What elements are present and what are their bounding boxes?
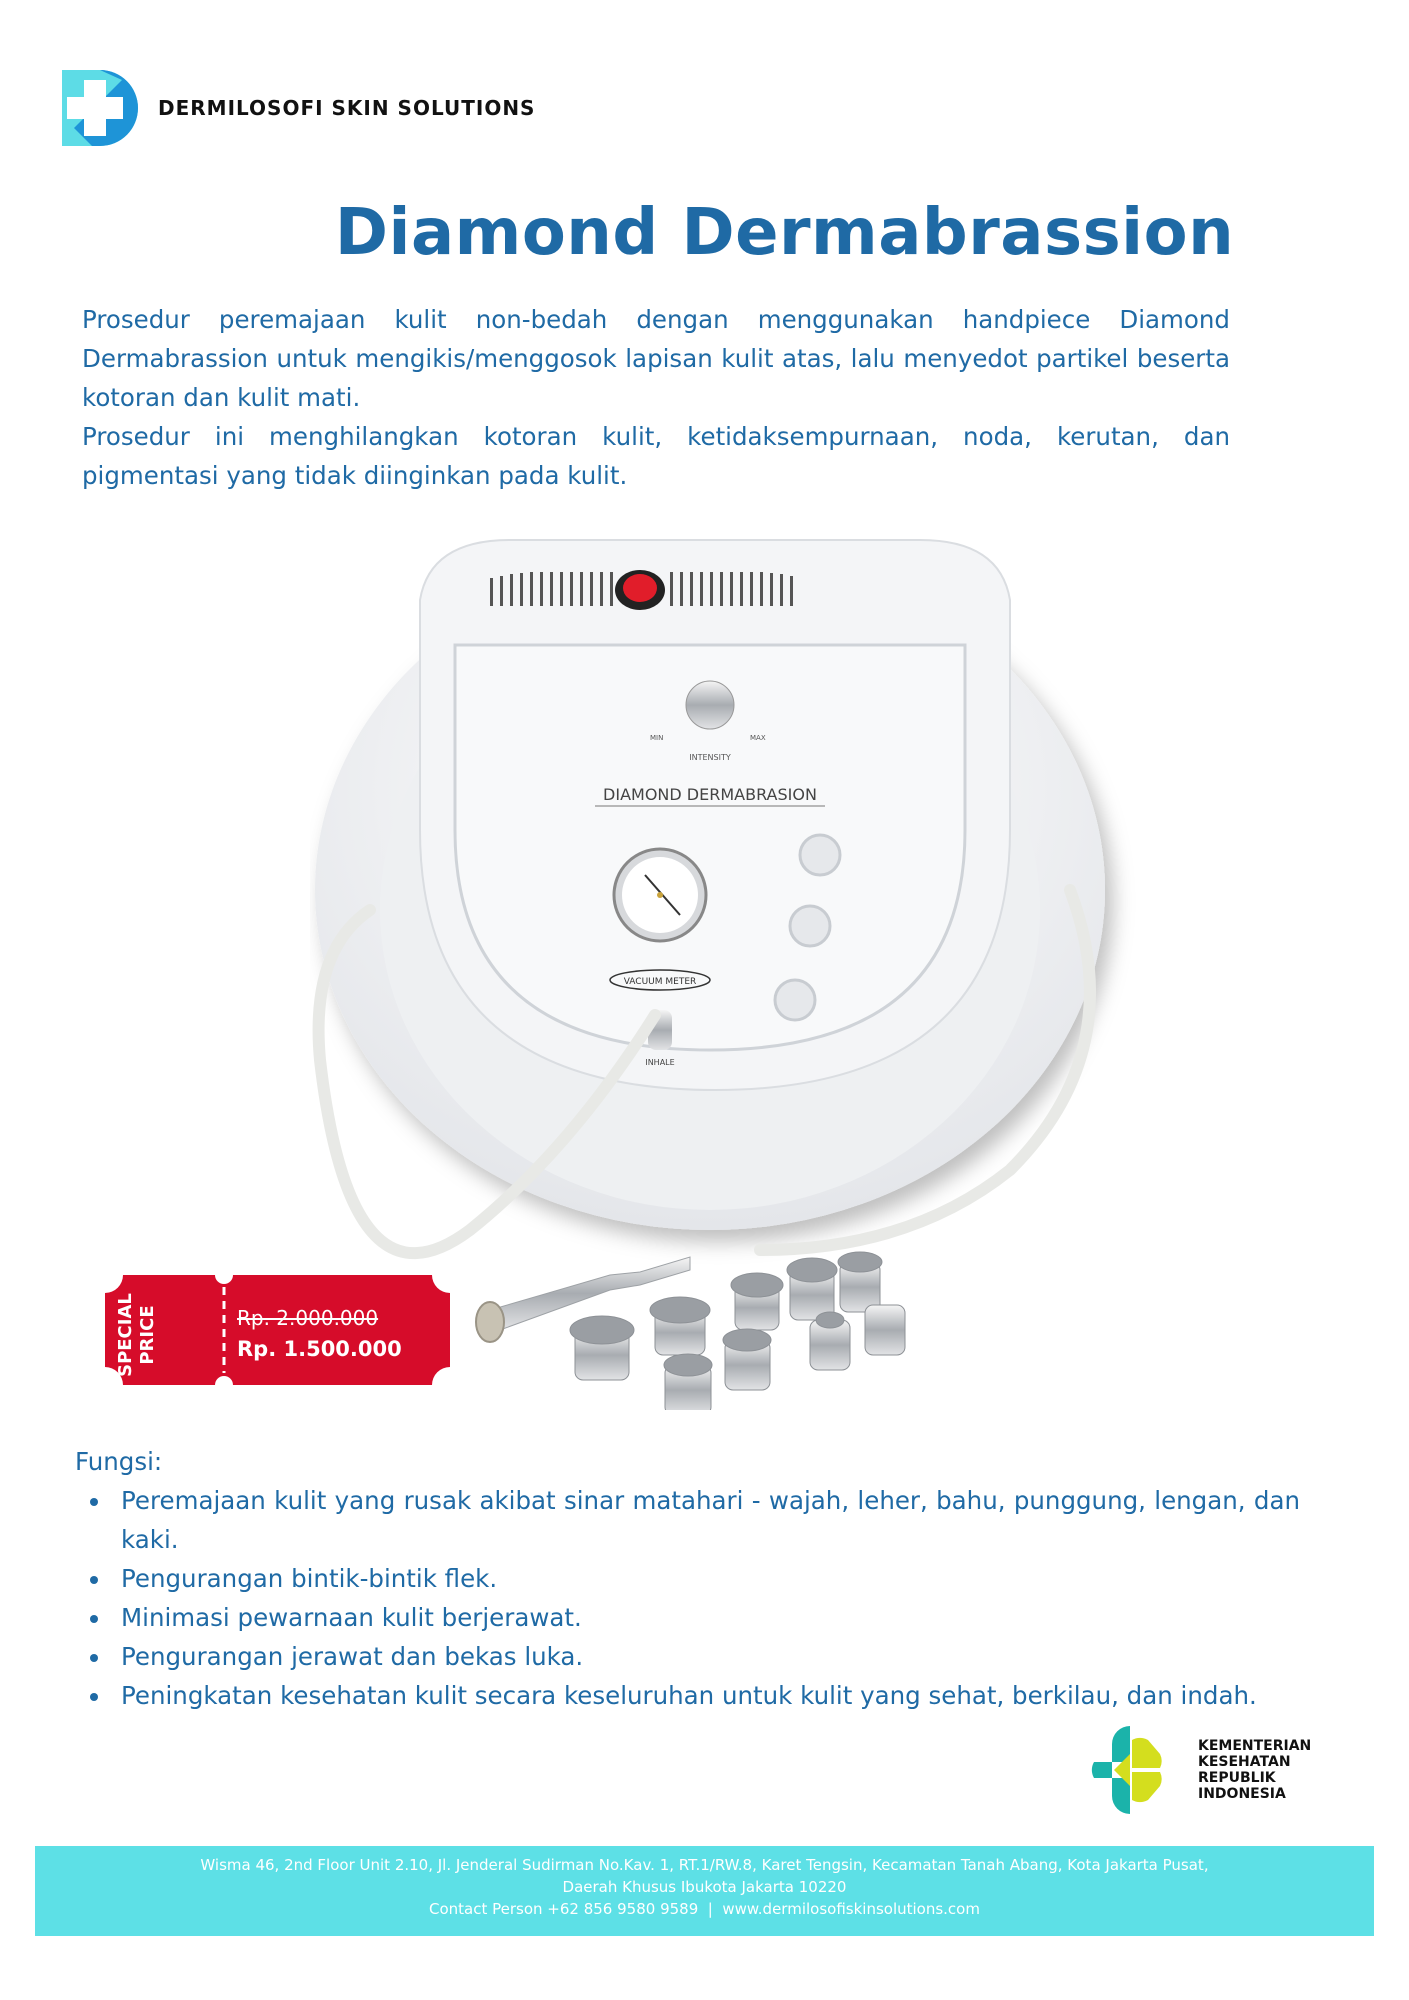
svg-text:INTENSITY: INTENSITY	[689, 753, 731, 762]
list-item: Pengurangan bintik-bintik flek.	[121, 1559, 1300, 1598]
new-price: Rp. 1.500.000	[237, 1337, 402, 1361]
kemenkes-name: KEMENTERIAN KESEHATAN REPUBLIK INDONESIA	[1198, 1738, 1312, 1802]
list-item: Peningkatan kesehatan kulit secara keseluruhan untuk kulit yang sehat, berkilau, dan indah.	[121, 1676, 1300, 1715]
svg-text:MIN: MIN	[650, 734, 664, 742]
footer-contact-bar	[35, 1846, 1374, 1936]
kemenkes-logo	[1080, 1715, 1311, 1825]
footer-address-line-2: Daerah Khusus Ibukota Jakarta 10220	[562, 1878, 847, 1896]
list-item: Pengurangan jerawat dan bekas luka.	[121, 1637, 1300, 1676]
footer-address-line-1: Wisma 46, 2nd Floor Unit 2.10, Jl. Jenderal Sudirman No.Kav. 1, RT.1/RW.8, Karet Tengsin, Kecamatan Tanah Abang, Kota Jakarta Pusat,	[200, 1856, 1209, 1874]
svg-text:VACUUM METER: VACUUM METER	[623, 977, 697, 987]
intro-text	[82, 300, 1230, 495]
brand-header	[62, 70, 535, 146]
intro-paragraph-1: Prosedur peremajaan kulit non-bedah dengan menggunakan handpiece Diamond Dermabrassion untuk mengikis/menggosok lapisan kulit atas, lalu menyedot partikel beserta kotoran dan kulit mati.	[82, 305, 1230, 412]
list-item: Minimasi pewarnaan kulit berjerawat.	[121, 1598, 1300, 1637]
old-price: Rp. 2.000.000	[237, 1306, 379, 1330]
intro-paragraph-2: Prosedur ini menghilangkan kotoran kulit, ketidaksempurnaan, noda, kerutan, dan pigmentasi yang tidak diinginkan pada kulit.	[82, 422, 1230, 490]
special-price-label: SPECIAL PRICE	[115, 1293, 158, 1377]
list-item: Peremajaan kulit yang rusak akibat sinar matahari - wajah, leher, bahu, punggung, lengan, dan kaki.	[121, 1481, 1300, 1559]
footer-contact-line: Contact Person +62 856 9580 9589 | www.dermilosofiskinsolutions.com	[429, 1900, 980, 1918]
fungsi-title: Fungsi:	[75, 1447, 163, 1476]
brand-name: DERMILOSOFI SKIN SOLUTIONS	[158, 96, 536, 120]
svg-text:INHALE: INHALE	[645, 1058, 675, 1067]
page-title: Diamond Dermabrassion	[334, 196, 1235, 270]
svg-text:DIAMOND DERMABRASION: DIAMOND DERMABRASION	[603, 785, 817, 804]
fungsi-list	[75, 1481, 1300, 1715]
brand-logo-icon	[62, 70, 138, 146]
svg-text:MAX: MAX	[750, 734, 766, 742]
fungsi-section	[75, 1442, 1300, 1715]
kemenkes-emblem-icon	[1080, 1720, 1180, 1820]
